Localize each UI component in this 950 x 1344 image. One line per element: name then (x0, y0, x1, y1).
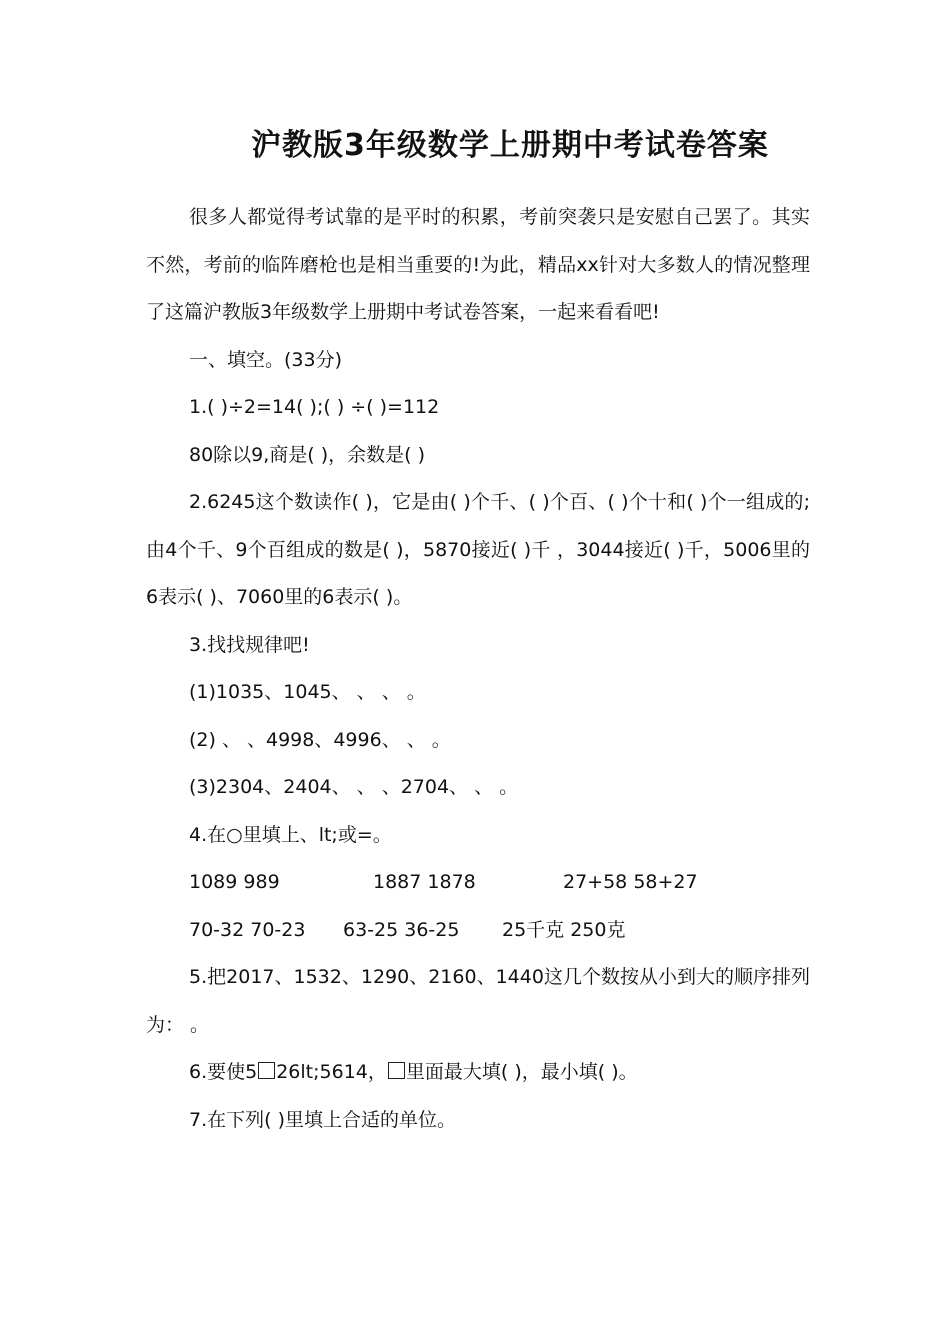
compare-item: 1887 1878 (373, 871, 476, 893)
question-7: 7.在下列( )里填上合适的单位。 (189, 1108, 456, 1131)
square-box-icon (258, 1062, 275, 1079)
question-3-3: (3)2304、2404、 、 、2704、 、 。 (189, 776, 519, 798)
compare-item: 27+58 58+27 (563, 871, 698, 893)
question-4-row-1 (146, 859, 810, 907)
question-6-part-c: 里面最大填( )，最小填( )。 (405, 1061, 638, 1083)
question-5: 5.把2017、1532、1290、2160、1440这几个数按从小到大的顺序排列为： 。 (146, 966, 810, 1036)
compare-item: 63-25 36-25 (343, 918, 460, 941)
document-body (146, 194, 810, 1144)
square-box-icon (388, 1062, 405, 1079)
question-3-2: (2) 、 、4998、4996、 、 。 (189, 728, 451, 751)
question-4: 4.在○里填上、lt;或=。 (189, 823, 392, 846)
compare-item: 1089 989 (189, 871, 280, 893)
page-title: 沪教版3年级数学上册期中考试卷答案 (251, 128, 769, 163)
section-heading: 一、填空。(33分) (189, 348, 343, 371)
question-6 (146, 1049, 810, 1097)
question-1b: 80除以9,商是( )，余数是( ) (189, 443, 426, 466)
question-3-1: (1)1035、1045、 、 、 。 (189, 681, 426, 703)
question-6-part-b: 26lt;5614， (276, 1061, 387, 1083)
question-1a: 1.( )÷2=14( );( ) ÷( )=112 (189, 396, 440, 418)
compare-item: 70-32 70-23 (189, 918, 306, 941)
question-4-row-2 (146, 907, 810, 955)
compare-item: 25千克 250克 (502, 918, 626, 941)
question-2: 2.6245这个数读作( )，它是由( )个千、( )个百、( )个十和( )个一组成的;由4个千、9个百组成的数是( )，5870接近( )千 ，3044接近( )千，5006里的6表示( )、7060里的6表示( )。 (146, 491, 810, 608)
question-3: 3.找找规律吧! (189, 633, 310, 656)
question-6-part-a: 6.要使5 (189, 1061, 258, 1083)
intro-paragraph: 很多人都觉得考试靠的是平时的积累，考前突袭只是安慰自己罢了。其实不然，考前的临阵磨枪也是相当重要的!为此，精品xx针对大多数人的情况整理了这篇沪教版3年级数学上册期中考试卷答案，一起来看看吧! (146, 206, 810, 323)
